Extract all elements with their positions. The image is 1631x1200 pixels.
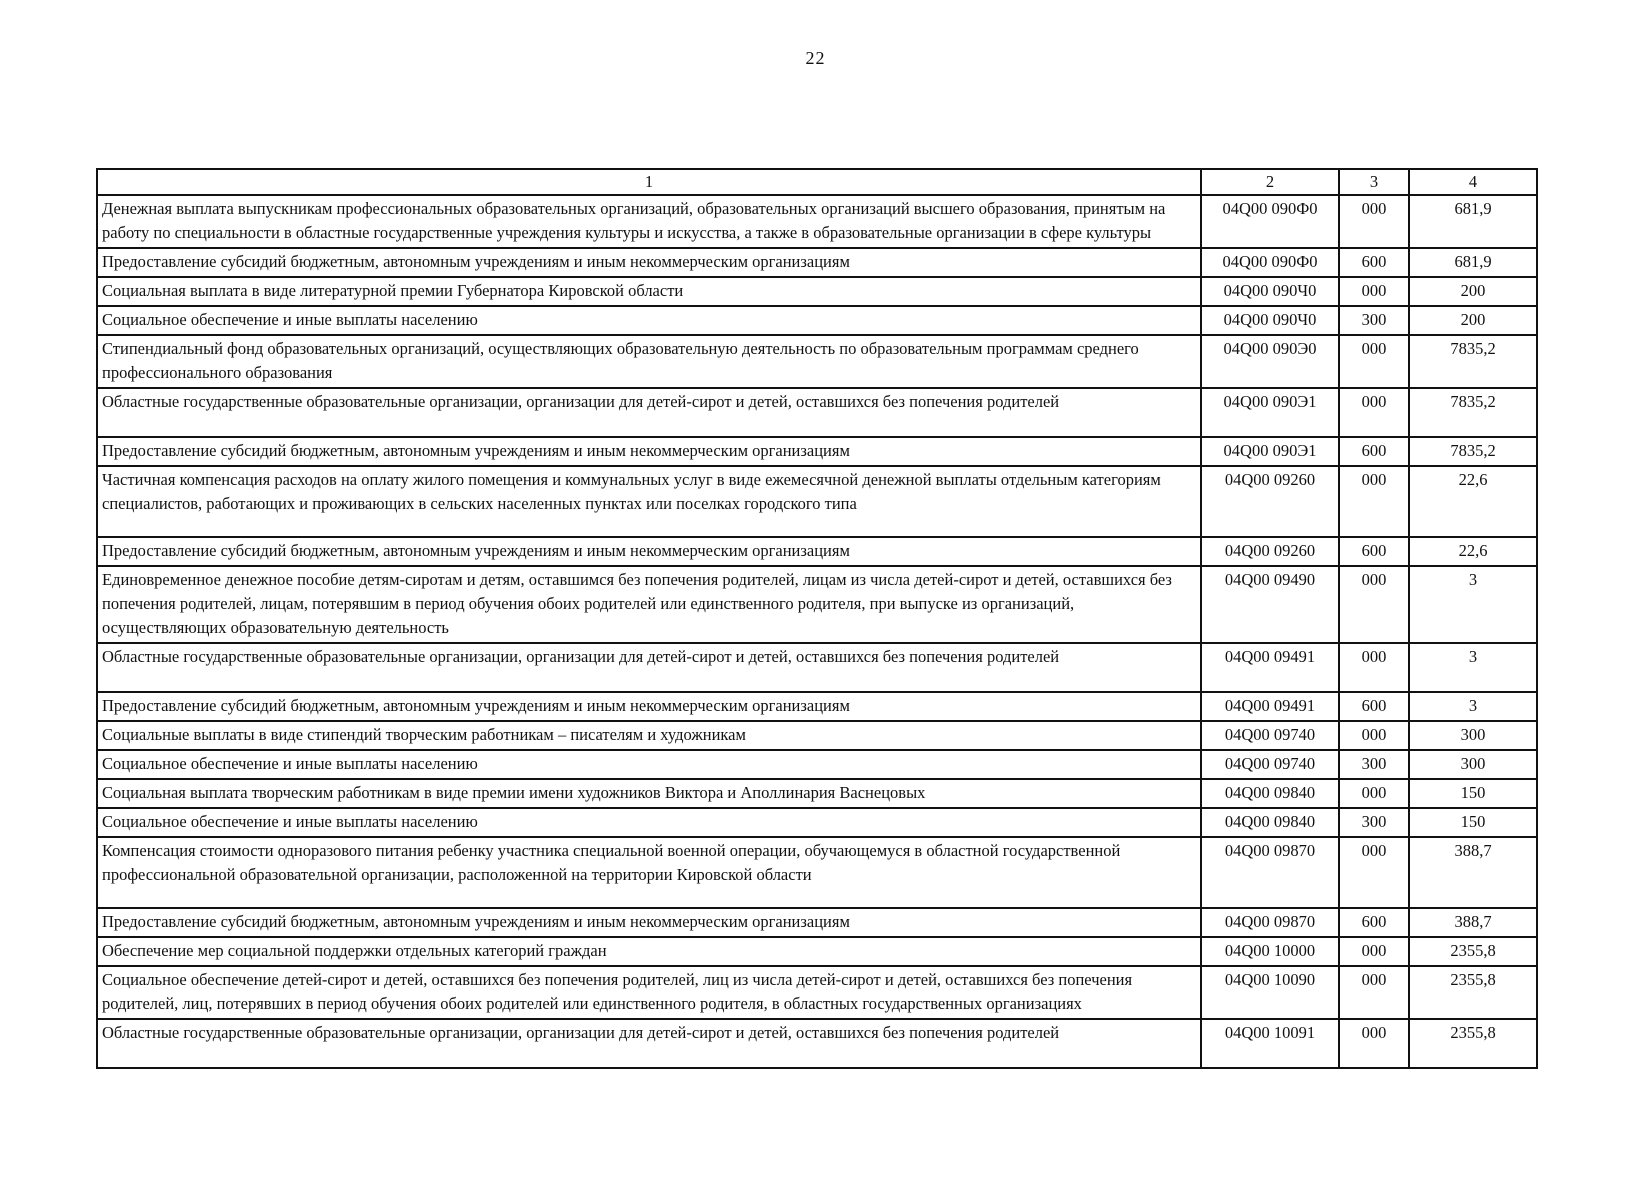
row-code: 04Q00 09491 [1201,692,1339,721]
row-type: 000 [1339,1019,1409,1068]
header-cell-1: 1 [97,169,1201,195]
row-name: Социальная выплата в виде литературной премии Губернатора Кировской области [97,277,1201,306]
table-row [97,437,1537,466]
row-amount: 3 [1409,643,1537,692]
row-name: Предоставление субсидий бюджетным, автономным учреждениям и иным некоммерческим организациям [97,537,1201,566]
row-amount: 22,6 [1409,466,1537,537]
row-name: Частичная компенсация расходов на оплату жилого помещения и коммунальных услуг в виде ежемесячной денежной выплаты отдельным категориям специалистов, работающих и проживающих в сельских населенных пунктах или поселках городского типа [97,466,1201,537]
table-row [97,195,1537,248]
row-type: 600 [1339,248,1409,277]
table-row [97,466,1537,537]
row-amount: 7835,2 [1409,388,1537,437]
table-row [97,779,1537,808]
row-name: Областные государственные образовательные организации, организации для детей-сирот и детей, оставшихся без попечения родителей [97,1019,1201,1068]
row-code: 04Q00 09260 [1201,537,1339,566]
row-code: 04Q00 090Э0 [1201,335,1339,388]
row-name: Стипендиальный фонд образовательных организаций, осуществляющих образовательную деятельность по образовательным программам среднего профессионального образования [97,335,1201,388]
row-amount: 150 [1409,779,1537,808]
row-type: 000 [1339,937,1409,966]
row-type: 600 [1339,437,1409,466]
header-cell-3: 3 [1339,169,1409,195]
row-code: 04Q00 10090 [1201,966,1339,1019]
row-code: 04Q00 09260 [1201,466,1339,537]
row-code: 04Q00 09490 [1201,566,1339,643]
row-name: Социальное обеспечение и иные выплаты населению [97,750,1201,779]
table-row [97,808,1537,837]
row-code: 04Q00 090Э1 [1201,388,1339,437]
row-amount: 681,9 [1409,195,1537,248]
header-cell-4: 4 [1409,169,1537,195]
row-name: Предоставление субсидий бюджетным, автономным учреждениям и иным некоммерческим организациям [97,248,1201,277]
row-type: 000 [1339,277,1409,306]
row-amount: 388,7 [1409,837,1537,908]
table-row [97,750,1537,779]
row-type: 600 [1339,537,1409,566]
row-name: Денежная выплата выпускникам профессиональных образовательных организаций, образовательных организаций высшего образования, принятым на работу по специальности в областные государственные учреждения культуры и искусства, а также в образовательные организации в сфере культуры [97,195,1201,248]
row-name: Социальное обеспечение и иные выплаты населению [97,808,1201,837]
row-code: 04Q00 09870 [1201,908,1339,937]
row-name: Предоставление субсидий бюджетным, автономным учреждениям и иным некоммерческим организациям [97,692,1201,721]
row-type: 600 [1339,692,1409,721]
row-amount: 2355,8 [1409,966,1537,1019]
table-row [97,1019,1537,1068]
row-code: 04Q00 10091 [1201,1019,1339,1068]
row-code: 04Q00 090Ч0 [1201,306,1339,335]
page-number: 22 [805,48,826,68]
row-amount: 2355,8 [1409,937,1537,966]
table-row [97,388,1537,437]
budget-table [96,168,1538,1069]
row-name: Областные государственные образовательные организации, организации для детей-сирот и детей, оставшихся без попечения родителей [97,388,1201,437]
row-code: 04Q00 09840 [1201,808,1339,837]
row-code: 04Q00 10000 [1201,937,1339,966]
table-row [97,721,1537,750]
table-row [97,277,1537,306]
row-amount: 3 [1409,692,1537,721]
row-amount: 7835,2 [1409,335,1537,388]
row-type: 300 [1339,808,1409,837]
row-amount: 3 [1409,566,1537,643]
row-name: Единовременное денежное пособие детям-сиротам и детям, оставшимся без попечения родителей, лицам из числа детей-сирот и детей, оставшихся без попечения родителей, лицам, потерявшим в период обучения обоих родителей или единственного родителя, при выпуске из организаций, осуществляющих образовательную деятельность [97,566,1201,643]
table-row [97,248,1537,277]
row-code: 04Q00 090Ф0 [1201,195,1339,248]
table-row [97,837,1537,908]
row-type: 000 [1339,388,1409,437]
row-type: 000 [1339,466,1409,537]
row-name: Социальное обеспечение детей-сирот и детей, оставшихся без попечения родителей, лиц из числа детей-сирот и детей, оставшихся без попечения родителей, лиц, потерявших в период обучения обоих родителей или единственного родителя, в областных государственных организациях [97,966,1201,1019]
row-type: 000 [1339,195,1409,248]
row-type: 000 [1339,643,1409,692]
row-amount: 200 [1409,277,1537,306]
row-type: 300 [1339,306,1409,335]
table-row [97,335,1537,388]
row-type: 300 [1339,750,1409,779]
row-amount: 300 [1409,750,1537,779]
table-row [97,966,1537,1019]
row-name: Компенсация стоимости одноразового питания ребенку участника специальной военной операции, обучающемуся в областной государственной профессиональной образовательной организации, расположенной на территории Кировской области [97,837,1201,908]
row-amount: 2355,8 [1409,1019,1537,1068]
row-name: Предоставление субсидий бюджетным, автономным учреждениям и иным некоммерческим организациям [97,437,1201,466]
header-cell-2: 2 [1201,169,1339,195]
row-amount: 681,9 [1409,248,1537,277]
row-type: 000 [1339,566,1409,643]
table-row [97,537,1537,566]
row-name: Социальная выплата творческим работникам в виде премии имени художников Виктора и Аполлинария Васнецовых [97,779,1201,808]
row-type: 000 [1339,837,1409,908]
row-code: 04Q00 090Ф0 [1201,248,1339,277]
row-code: 04Q00 090Ч0 [1201,277,1339,306]
row-type: 600 [1339,908,1409,937]
row-name: Социальное обеспечение и иные выплаты населению [97,306,1201,335]
table-row [97,566,1537,643]
row-amount: 388,7 [1409,908,1537,937]
row-type: 000 [1339,721,1409,750]
table-row [97,643,1537,692]
row-name: Предоставление субсидий бюджетным, автономным учреждениям и иным некоммерческим организациям [97,908,1201,937]
table-row [97,908,1537,937]
row-amount: 300 [1409,721,1537,750]
row-name: Социальные выплаты в виде стипендий творческим работникам – писателям и художникам [97,721,1201,750]
row-code: 04Q00 09840 [1201,779,1339,808]
row-code: 04Q00 09870 [1201,837,1339,908]
row-code: 04Q00 090Э1 [1201,437,1339,466]
row-type: 000 [1339,779,1409,808]
header-row [97,169,1537,195]
row-amount: 22,6 [1409,537,1537,566]
row-amount: 7835,2 [1409,437,1537,466]
row-code: 04Q00 09740 [1201,750,1339,779]
row-type: 000 [1339,335,1409,388]
row-type: 000 [1339,966,1409,1019]
row-amount: 150 [1409,808,1537,837]
table-row [97,306,1537,335]
row-code: 04Q00 09491 [1201,643,1339,692]
row-name: Обеспечение мер социальной поддержки отдельных категорий граждан [97,937,1201,966]
row-code: 04Q00 09740 [1201,721,1339,750]
table-row [97,692,1537,721]
table-row [97,937,1537,966]
row-amount: 200 [1409,306,1537,335]
row-name: Областные государственные образовательные организации, организации для детей-сирот и детей, оставшихся без попечения родителей [97,643,1201,692]
